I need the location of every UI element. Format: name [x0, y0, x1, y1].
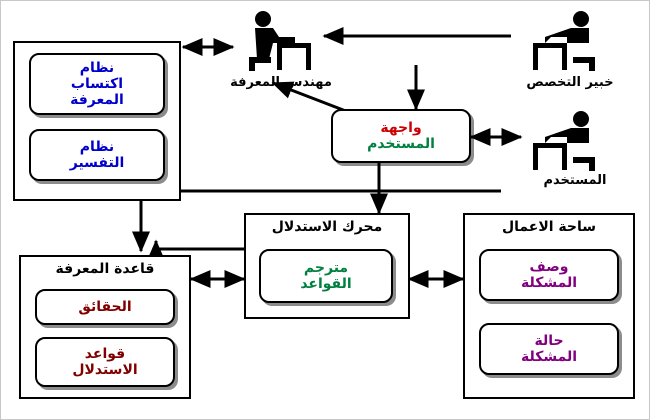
- node-user-interface-label: واجهة المستخدم: [367, 119, 435, 152]
- node-knowledge-acquisition-label: نظام اكتساب المعرفة: [70, 59, 124, 109]
- node-problem-description[interactable]: [479, 249, 619, 301]
- actor-domain-expert: [519, 7, 611, 71]
- actor-knowledge-engineer-label: مهندس المعرفة: [230, 75, 332, 90]
- group-knowledge-base-title: قاعدة المعرفة: [55, 261, 155, 277]
- node-rule-interpreter[interactable]: [259, 249, 393, 303]
- node-knowledge-acquisition[interactable]: [29, 53, 165, 115]
- actor-domain-expert-label: خبير التخصص: [526, 75, 614, 90]
- node-explanation-system-label: نظام التفسير: [69, 138, 125, 171]
- group-blackboard-title: ساحة الاعمال: [501, 219, 597, 235]
- group-inference-engine-title: محرك الاستدلال: [271, 219, 383, 235]
- node-problem-state-label: حالة المشكلة: [520, 332, 578, 365]
- node-problem-state[interactable]: [479, 323, 619, 375]
- actor-knowledge-engineer: [233, 7, 325, 71]
- actor-end-user: [519, 107, 611, 171]
- node-inference-rules[interactable]: [35, 337, 175, 387]
- node-facts[interactable]: [35, 289, 175, 325]
- node-user-interface[interactable]: [331, 109, 471, 163]
- node-explanation-system[interactable]: [29, 129, 165, 181]
- node-problem-description-label: وصف المشكلة: [520, 258, 578, 291]
- node-rule-interpreter-label: مترجم القواعد: [300, 259, 352, 292]
- node-facts-label: الحقائق: [78, 298, 132, 315]
- actor-end-user-label: المستخدم: [543, 173, 607, 188]
- node-inference-rules-label: قواعد الاستدلال: [72, 345, 138, 378]
